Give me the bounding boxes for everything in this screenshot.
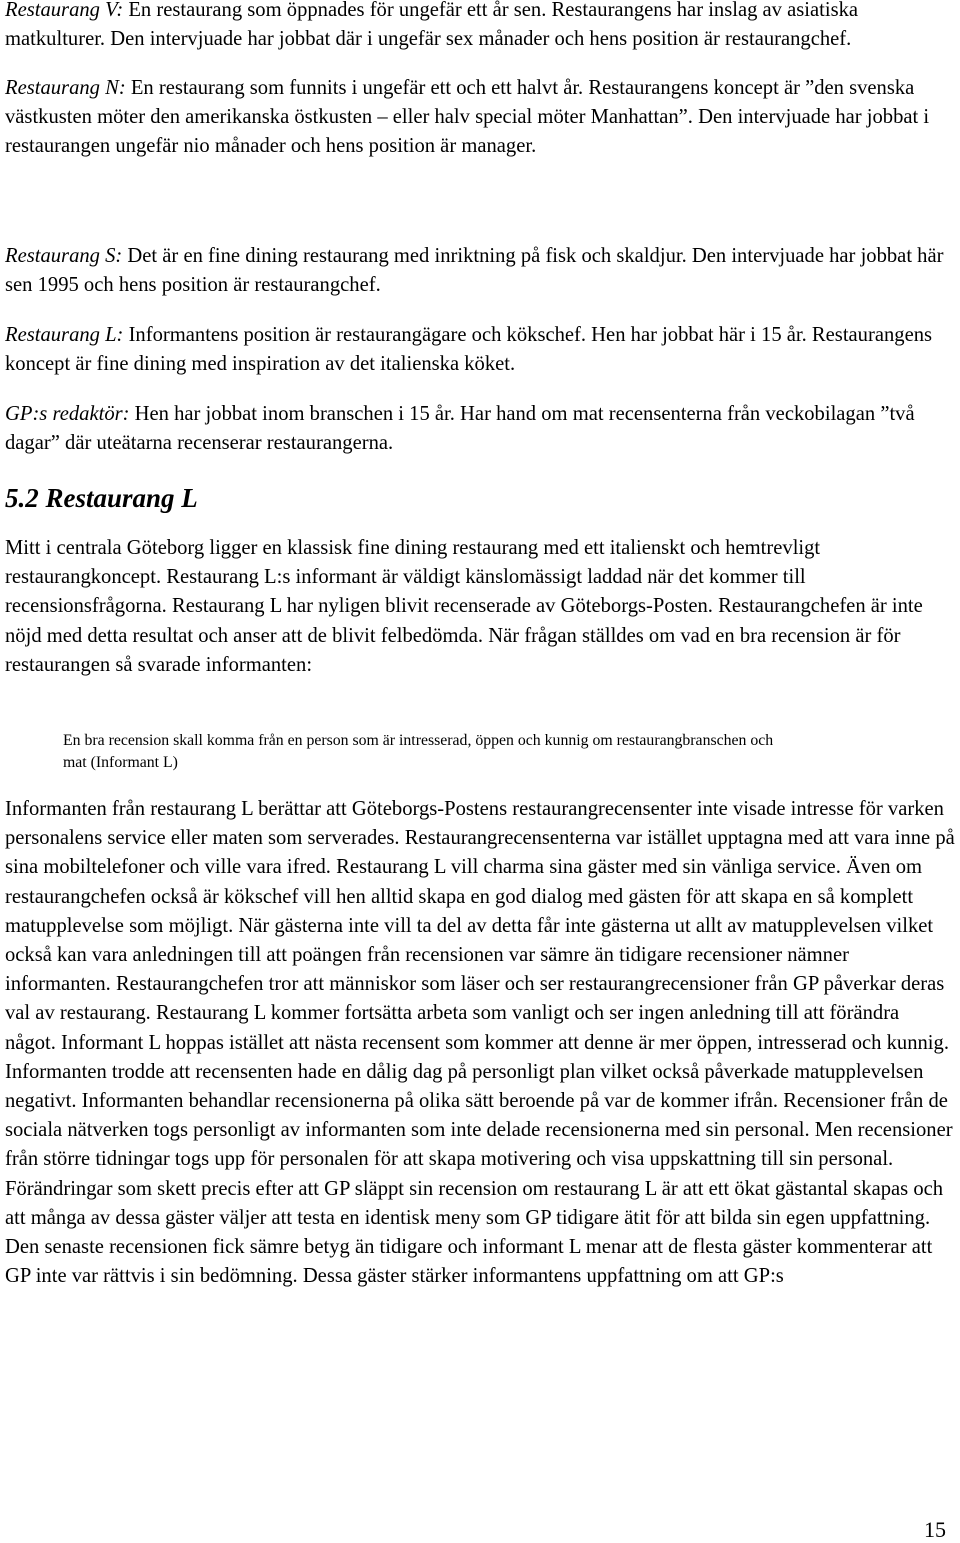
paragraph-label: Restaurang L: bbox=[5, 324, 124, 346]
page-number: 15 bbox=[924, 1517, 946, 1542]
section-heading: 5.2 Restaurang L bbox=[5, 483, 198, 513]
body-paragraph-main: Informanten från restaurang L berättar att Göteborgs-Postens restaurangrecensenter inte visade intresse för varken personalens service eller maten som serverades. Restaurangrecensenterna var istället upptagna med att vara inne på sina mobiltelefoner och ville vara ifred. Restaurang L vill charma sina gäster med sin vänliga service. Även om restaurangchefen också är kökschef vill hen alltid skapa en god dialog med gästen för att skapa en så komplett matupplevelse som möjligt. När gästerna inte vill ta del av detta får inte gästerna ut allt av matupplevelsen vilket också kan vara anledningen till att poängen från recensionen var sämre än tidigare recensioner nämner informanten. Restaurangchefen tror att människor som läser och ser restaurangrecensioner från GP påverkar deras val av restaurang. Restaurang L kommer fortsätta arbeta som vanligt och ser ingen anledning till att förändra något. Informant L hoppas istället att nästa recensent som kommer att denne är mer öppen, intresserad och kunnig. Informanten trodde att recensenten hade en dålig dag på personligt plan vilket också påverkade matupplevelsen negativt. Informanten behandlar recensionerna på olika sätt beroende på var de kommer ifrån. Recensioner från de sociala nätverken togs personligt av informanten som inte delade recensionerna med sin personal. Men recensioner från större tidningar togs upp för personalen för att skapa motivering och visa uppskattning till sin personal. Förändringar som skett precis efter att GP släppt sin recension om restaurang L är att ett ökat gästantal skapas och att många av dessa gäster väljer att testa en identisk meny som GP tidigare ätit för att bilda sin egen uppfattning. Den senaste recensionen fick sämre betyg än tidigare och informant L menar att de flesta gäster kommenterar att GP inte var rättvis i sin bedömning. Dessa gäster stärker informantens uppfattning om att GP:s bbox=[5, 798, 955, 1288]
block-quote: En bra recension skall komma från en person som är intresserad, öppen och kunnig om restaurangbranschen och mat (Informant L) bbox=[63, 732, 774, 771]
paragraph-text: Hen har jobbat inom branschen i 15 år. Har hand om mat recensenterna från veckobilagan ”två dagar” där uteätarna recenserar restaurangerna. bbox=[5, 403, 915, 455]
paragraph-text: Informantens position är restaurangägare och kökschef. Hen har jobbat här i 15 år. Restaurangens koncept är fine dining med inspiration av det italienska köket. bbox=[5, 324, 933, 376]
body-paragraph-intro: Mitt i centrala Göteborg ligger en klassisk fine dining restaurang med ett italienskt och hemtrevligt restaurangkoncept. Restaurang L:s informant är väldigt känslomässigt laddad när det kommer till recensionsfrågorna. Restaurang L har nyligen blivit recenserade av Göteborgs-Posten. Restaurangchefen är inte nöjd med detta resultat och anser att de blivit felbedömda. När frågan ställdes om vad en bra recension är för restaurangen så svarade informanten: bbox=[5, 537, 923, 676]
paragraph-restaurang-n bbox=[5, 74, 955, 162]
paragraph-text: En restaurang som öppnades för ungefär ett år sen. Restaurangens har inslag av asiatiska matkulturer. Den intervjuade har jobbat där i ungefär sex månader och hens position är restaurangchef. bbox=[5, 0, 859, 51]
paragraph-label: GP:s redaktör: bbox=[5, 403, 130, 425]
paragraph-label: Restaurang S: bbox=[5, 245, 123, 267]
paragraph-restaurang-l bbox=[5, 321, 955, 379]
paragraph-text: Det är en fine dining restaurang med inriktning på fisk och skaldjur. Den intervjuade har jobbat här sen 1995 och hens position är restaurangchef. bbox=[5, 245, 944, 297]
paragraph-label: Restaurang V: bbox=[5, 0, 124, 21]
paragraph-gp-redaktor bbox=[5, 400, 955, 458]
paragraph-text: En restaurang som funnits i ungefär ett och ett halvt år. Restaurangens koncept är ”den svenska västkusten möter den amerikanska östkusten – eller halv special möter Manhattan”. Den intervjuade har jobbat i restaurangen ungefär nio månader och hens position är manager. bbox=[5, 77, 930, 158]
paragraph-restaurang-s bbox=[5, 242, 955, 300]
paragraph-label: Restaurang N: bbox=[5, 77, 126, 99]
paragraph-restaurang-v bbox=[5, 0, 955, 54]
